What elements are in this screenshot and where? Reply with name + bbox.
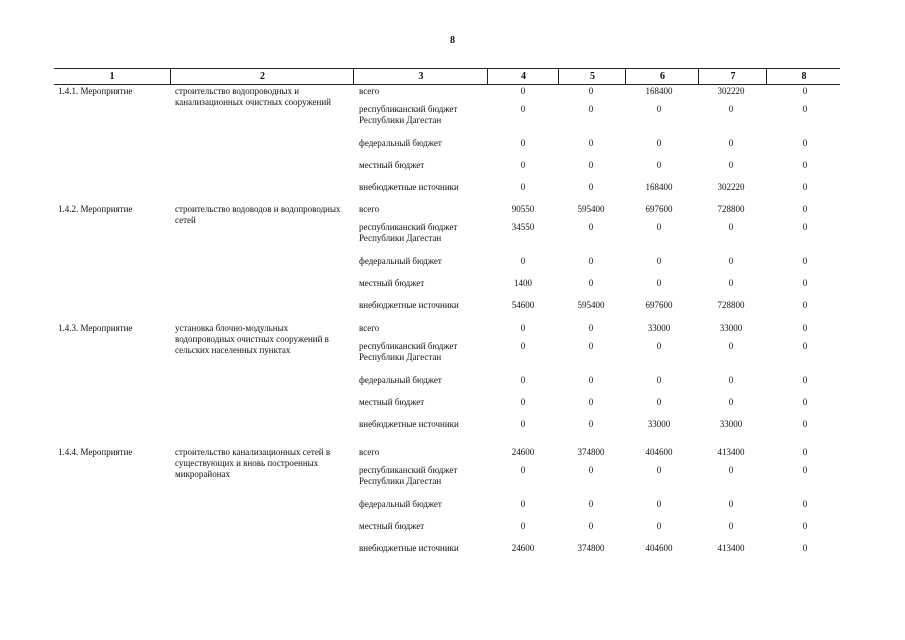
value-cell: 404600 [645, 447, 673, 457]
value-cell: 54600 [511, 300, 535, 310]
value-cell: 0 [588, 138, 594, 148]
funding-source-label: республиканский бюджет Республики Дагестан [359, 465, 458, 486]
value-cell: 0 [520, 341, 526, 351]
value-cell: 0 [802, 222, 808, 232]
column-header-6: 6 [625, 69, 699, 84]
value-cell: 697600 [645, 204, 673, 214]
value-cell: 0 [656, 138, 662, 148]
value-cell: 0 [588, 375, 594, 385]
value-cell: 0 [588, 182, 594, 192]
value-cell: 0 [802, 300, 808, 310]
value-cell: 0 [802, 104, 808, 114]
funding-source-label: федеральный бюджет [359, 256, 442, 266]
value-cell: 90550 [511, 204, 535, 214]
value-cell: 0 [728, 521, 734, 531]
value-cell: 0 [728, 397, 734, 407]
value-cell: 302220 [717, 182, 745, 192]
value-cell: 0 [520, 419, 526, 429]
value-cell: 0 [728, 375, 734, 385]
value-cell: 33000 [719, 323, 743, 333]
funding-source-label: внебюджетные источники [359, 543, 459, 553]
value-cell: 0 [588, 499, 594, 509]
value-cell: 0 [802, 256, 808, 266]
value-cell: 0 [728, 256, 734, 266]
value-cell: 0 [802, 278, 808, 288]
value-cell: 0 [802, 521, 808, 531]
funding-source-label: федеральный бюджет [359, 375, 442, 385]
value-cell: 0 [802, 499, 808, 509]
value-cell: 0 [728, 104, 734, 114]
value-cell: 0 [802, 397, 808, 407]
value-cell: 0 [728, 222, 734, 232]
value-cell: 0 [802, 323, 808, 333]
column-header-8: 8 [766, 69, 841, 84]
value-cell: 0 [588, 397, 594, 407]
funding-source-label: внебюджетные источники [359, 182, 459, 192]
measure-name: строительство водоводов и водопроводных сетей [175, 204, 341, 225]
value-cell: 0 [656, 375, 662, 385]
value-cell: 697600 [645, 300, 673, 310]
funding-source-label: республиканский бюджет Республики Дагестан [359, 341, 458, 362]
value-cell: 0 [520, 499, 526, 509]
funding-source-label: внебюджетные источники [359, 419, 459, 429]
value-cell: 0 [802, 138, 808, 148]
value-cell: 0 [588, 160, 594, 170]
value-cell: 0 [656, 256, 662, 266]
value-cell: 0 [802, 465, 808, 475]
value-cell: 0 [520, 138, 526, 148]
table-header [54, 68, 840, 85]
value-cell: 0 [656, 222, 662, 232]
measure-name: установка блочно-модульных водопроводных очистных сооружений в сельских населенных пунктах [175, 323, 329, 355]
funding-source-label: всего [359, 86, 380, 96]
value-cell: 374800 [577, 543, 605, 553]
value-cell: 0 [588, 256, 594, 266]
funding-source-label: федеральный бюджет [359, 138, 442, 148]
value-cell: 24600 [511, 447, 535, 457]
value-cell: 0 [656, 104, 662, 114]
value-cell: 0 [656, 160, 662, 170]
value-cell: 413400 [717, 543, 745, 553]
value-cell: 0 [520, 86, 526, 96]
column-header-1: 1 [109, 71, 115, 82]
value-cell: 0 [588, 278, 594, 288]
column-header-2: 2 [170, 69, 354, 84]
funding-source-label: республиканский бюджет Республики Дагестан [359, 222, 458, 243]
value-cell: 595400 [577, 300, 605, 310]
value-cell: 0 [802, 182, 808, 192]
value-cell: 595400 [577, 204, 605, 214]
value-cell: 0 [656, 499, 662, 509]
value-cell: 0 [520, 256, 526, 266]
value-cell: 728800 [717, 204, 745, 214]
value-cell: 0 [656, 465, 662, 475]
measure-name: строительство канализационных сетей в существующих и вновь построенных микрорайонах [175, 447, 331, 479]
measure-code: 1.4.3. Мероприятие [58, 323, 133, 333]
funding-source-label: федеральный бюджет [359, 499, 442, 509]
value-cell: 0 [802, 341, 808, 351]
column-header-5: 5 [558, 69, 626, 84]
value-cell: 168400 [645, 86, 673, 96]
value-cell: 0 [656, 341, 662, 351]
measure-name: строительство водопроводных и канализационных очистных сооружений [175, 86, 331, 107]
measure-code: 1.4.1. Мероприятие [58, 86, 133, 96]
value-cell: 0 [520, 397, 526, 407]
value-cell: 0 [520, 465, 526, 475]
value-cell: 0 [588, 521, 594, 531]
value-cell: 0 [588, 465, 594, 475]
value-cell: 0 [520, 323, 526, 333]
value-cell: 728800 [717, 300, 745, 310]
column-header-3: 3 [353, 69, 488, 84]
value-cell: 302220 [717, 86, 745, 96]
value-cell: 33000 [719, 419, 743, 429]
value-cell: 0 [656, 278, 662, 288]
value-cell: 0 [802, 204, 808, 214]
value-cell: 168400 [645, 182, 673, 192]
value-cell: 33000 [647, 323, 671, 333]
value-cell: 33000 [647, 419, 671, 429]
column-header-7: 7 [698, 69, 767, 84]
value-cell: 0 [802, 419, 808, 429]
funding-source-label: всего [359, 204, 380, 214]
value-cell: 0 [588, 104, 594, 114]
page-number: 8 [450, 35, 455, 46]
value-cell: 0 [520, 521, 526, 531]
value-cell: 0 [728, 278, 734, 288]
funding-source-label: внебюджетные источники [359, 300, 459, 310]
value-cell: 24600 [511, 543, 535, 553]
value-cell: 0 [728, 160, 734, 170]
value-cell: 34550 [511, 222, 535, 232]
funding-source-label: всего [359, 447, 380, 457]
value-cell: 0 [802, 447, 808, 457]
value-cell: 0 [520, 182, 526, 192]
value-cell: 404600 [645, 543, 673, 553]
funding-source-label: местный бюджет [359, 397, 425, 407]
value-cell: 0 [588, 86, 594, 96]
value-cell: 0 [802, 160, 808, 170]
measure-code: 1.4.4. Мероприятие [58, 447, 133, 457]
value-cell: 0 [520, 104, 526, 114]
value-cell: 1400 [514, 278, 532, 288]
funding-source-label: всего [359, 323, 380, 333]
column-header-4: 4 [487, 69, 559, 84]
value-cell: 0 [728, 499, 734, 509]
value-cell: 0 [588, 341, 594, 351]
value-cell: 0 [656, 521, 662, 531]
value-cell: 0 [728, 138, 734, 148]
value-cell: 0 [802, 543, 808, 553]
funding-source-label: местный бюджет [359, 521, 425, 531]
value-cell: 0 [588, 222, 594, 232]
funding-source-label: местный бюджет [359, 160, 425, 170]
value-cell: 0 [588, 323, 594, 333]
value-cell: 0 [728, 341, 734, 351]
value-cell: 0 [728, 465, 734, 475]
value-cell: 374800 [577, 447, 605, 457]
measure-code: 1.4.2. Мероприятие [58, 204, 133, 214]
value-cell: 0 [656, 397, 662, 407]
funding-source-label: местный бюджет [359, 278, 425, 288]
value-cell: 0 [520, 160, 526, 170]
value-cell: 0 [588, 419, 594, 429]
value-cell: 0 [520, 375, 526, 385]
value-cell: 0 [802, 86, 808, 96]
value-cell: 413400 [717, 447, 745, 457]
funding-source-label: республиканский бюджет Республики Дагестан [359, 104, 458, 125]
value-cell: 0 [802, 375, 808, 385]
